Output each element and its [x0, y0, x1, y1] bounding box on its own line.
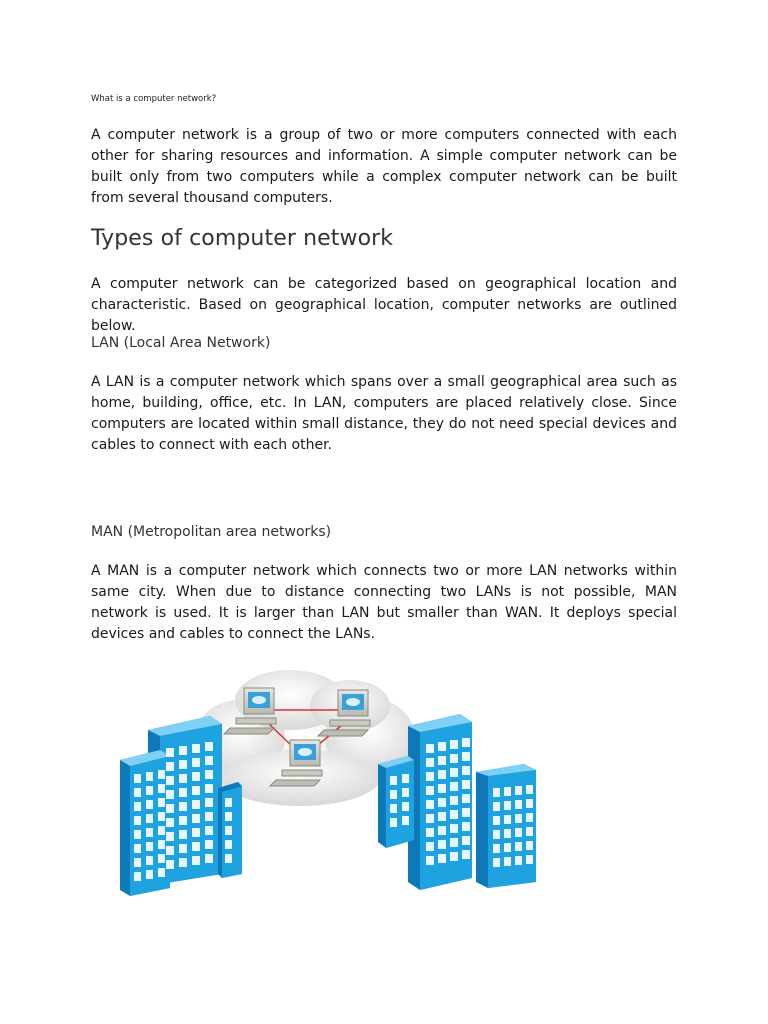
window [493, 816, 500, 825]
window [225, 812, 232, 821]
window [438, 770, 446, 779]
window [179, 788, 187, 797]
window [504, 787, 511, 796]
window [426, 786, 434, 795]
window [192, 758, 200, 767]
window [192, 786, 200, 795]
window [158, 812, 165, 821]
window [426, 772, 434, 781]
window [438, 742, 446, 751]
window [166, 846, 174, 855]
window [158, 784, 165, 793]
window [526, 799, 533, 808]
window [493, 788, 500, 797]
window [426, 814, 434, 823]
window [225, 854, 232, 863]
window [504, 829, 511, 838]
window [438, 812, 446, 821]
window [192, 744, 200, 753]
window [166, 748, 174, 757]
window [166, 762, 174, 771]
window [515, 856, 522, 865]
window [493, 802, 500, 811]
window [462, 794, 470, 803]
window [438, 756, 446, 765]
window [205, 798, 213, 807]
window [390, 790, 397, 799]
window [166, 790, 174, 799]
window [146, 786, 153, 795]
window [426, 758, 434, 767]
window [192, 772, 200, 781]
window [146, 800, 153, 809]
man-network-illustration [100, 668, 560, 900]
window [179, 816, 187, 825]
window [205, 840, 213, 849]
window [526, 841, 533, 850]
window [426, 842, 434, 851]
window [450, 796, 458, 805]
window [134, 788, 141, 797]
lan-heading: LAN (Local Area Network) [91, 335, 271, 351]
window [192, 814, 200, 823]
window [402, 774, 409, 783]
window [192, 842, 200, 851]
window [134, 802, 141, 811]
small-title: What is a computer network? [91, 94, 217, 104]
window [205, 770, 213, 779]
window [225, 798, 232, 807]
window [146, 870, 153, 879]
window [179, 802, 187, 811]
window [146, 856, 153, 865]
window [450, 810, 458, 819]
window [134, 830, 141, 839]
man-paragraph: A MAN is a computer network which connects two or more LAN networks within same city. When due to distance connecting two LANs is not possible, MAN network is used. It is larger than LAN but smaller than WAN. It deploys special devices and cables to connect the LANs. [91, 563, 677, 642]
window [426, 856, 434, 865]
window [438, 798, 446, 807]
window [462, 850, 470, 859]
window [515, 814, 522, 823]
window [390, 776, 397, 785]
window [179, 844, 187, 853]
window [438, 784, 446, 793]
window [205, 784, 213, 793]
window [450, 782, 458, 791]
window [158, 798, 165, 807]
window [504, 815, 511, 824]
window [205, 812, 213, 821]
window [166, 860, 174, 869]
window [462, 808, 470, 817]
window [450, 740, 458, 749]
window [526, 827, 533, 836]
window [438, 826, 446, 835]
window [205, 854, 213, 863]
window [134, 858, 141, 867]
window [515, 842, 522, 851]
window [504, 857, 511, 866]
window [438, 840, 446, 849]
window [166, 818, 174, 827]
window [192, 828, 200, 837]
window [390, 804, 397, 813]
window [146, 814, 153, 823]
window [438, 854, 446, 863]
types-paragraph: A computer network can be categorized based on geographical location and characteristic. Based on geographical location, computer networks are outlined below. [91, 276, 677, 334]
window [462, 752, 470, 761]
window [146, 828, 153, 837]
window [462, 822, 470, 831]
window [462, 780, 470, 789]
window [146, 842, 153, 851]
window [526, 785, 533, 794]
window [134, 816, 141, 825]
window [493, 844, 500, 853]
window [179, 830, 187, 839]
window [192, 800, 200, 809]
window [390, 818, 397, 827]
window [179, 774, 187, 783]
window [134, 872, 141, 881]
window [179, 858, 187, 867]
window [179, 746, 187, 755]
window [493, 858, 500, 867]
window [515, 800, 522, 809]
window [225, 840, 232, 849]
window [426, 828, 434, 837]
window [493, 830, 500, 839]
window [450, 838, 458, 847]
window [205, 742, 213, 751]
window [158, 868, 165, 877]
window [515, 786, 522, 795]
window [179, 760, 187, 769]
window [515, 828, 522, 837]
window [134, 844, 141, 853]
man-heading: MAN (Metropolitan area networks) [91, 524, 332, 540]
window [402, 788, 409, 797]
window [450, 754, 458, 763]
window [450, 768, 458, 777]
window [146, 772, 153, 781]
window [134, 774, 141, 783]
window [205, 826, 213, 835]
intro-paragraph: A computer network is a group of two or more computers connected with each other for sharing resources and information. A simple computer network can be built only from two computers while a complex computer network can be built from several thousand computers. [91, 127, 677, 206]
types-heading: Types of computer network [91, 226, 394, 251]
window [402, 802, 409, 811]
window [158, 770, 165, 779]
window [166, 804, 174, 813]
window [504, 843, 511, 852]
window [450, 852, 458, 861]
window [166, 776, 174, 785]
lan-paragraph: A LAN is a computer network which spans over a small geographical area such as home, building, office, etc. In LAN, computers are placed relatively close. Since computers are located within small distance, they do not need special devices and cables to connect with each other. [91, 374, 677, 453]
window [526, 813, 533, 822]
window [225, 826, 232, 835]
window [426, 800, 434, 809]
window [402, 816, 409, 825]
window [504, 801, 511, 810]
window [158, 840, 165, 849]
window [526, 855, 533, 864]
window [158, 826, 165, 835]
window [462, 766, 470, 775]
window [158, 854, 165, 863]
window [192, 856, 200, 865]
window [462, 738, 470, 747]
window [426, 744, 434, 753]
window [166, 832, 174, 841]
window [450, 824, 458, 833]
window [462, 836, 470, 845]
window [205, 756, 213, 765]
